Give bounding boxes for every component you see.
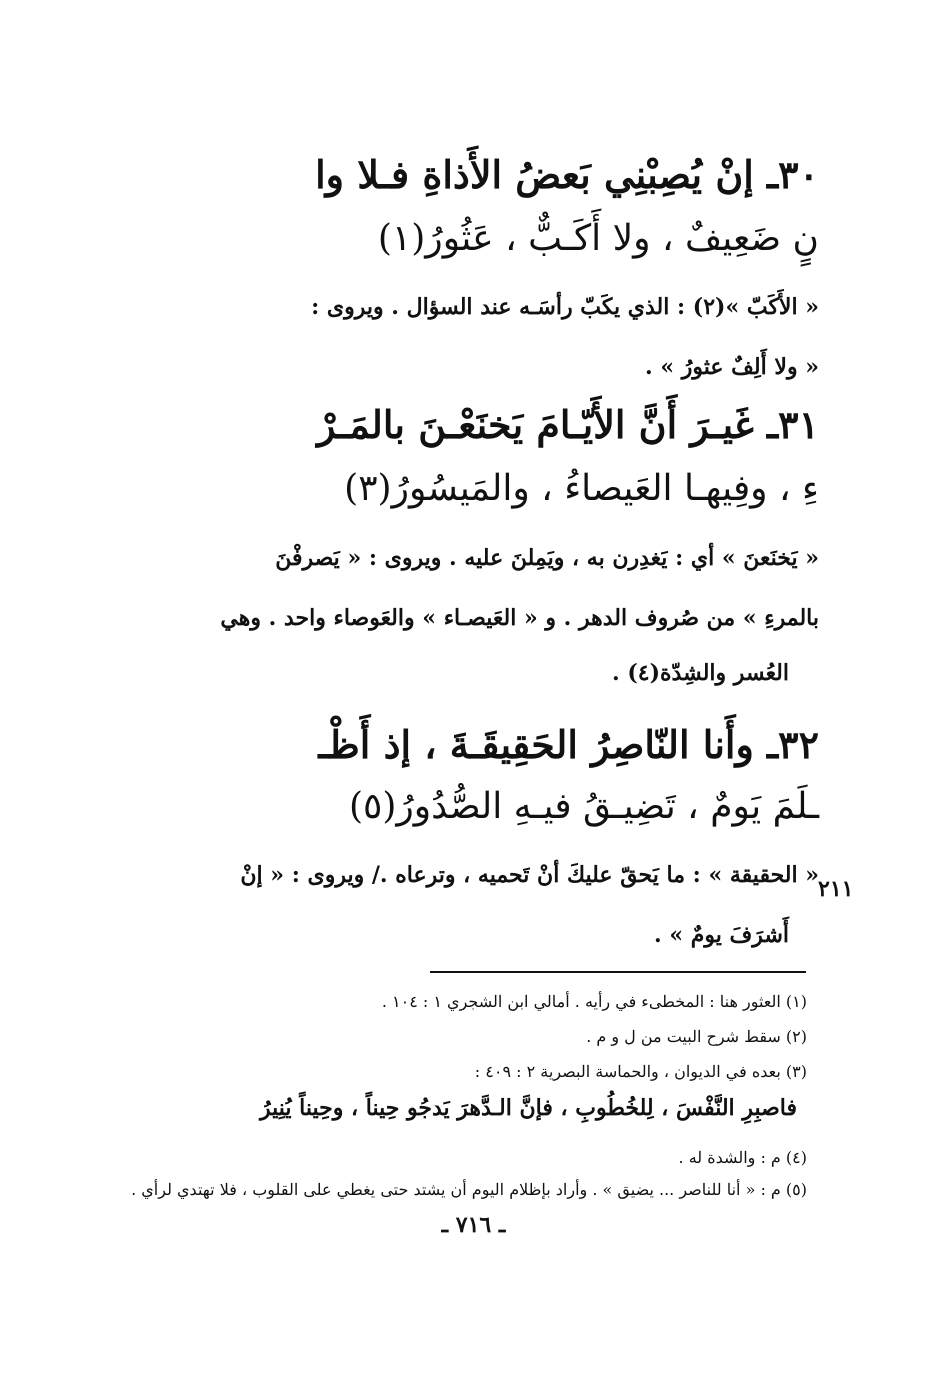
commentary-32-line-1: « الحقيقة » : ما يَحقّ عليكَ أنْ تَحميه ، وترعاه ./ ويروى : « إنْ [240, 862, 819, 888]
verse-32-first-hemistich: ٣٢ـ وأَنا النّاصِرُ الحَقِيقَـةَ ، إذ أَظْـ [318, 722, 819, 767]
footnote-1: (١) العثور هنا : المخطىء في رأيه . أمالي ابن الشجري ١ : ١٠٤ . [381, 992, 807, 1011]
footnote-2: (٢) سقط شرح البيت من ل و م . [586, 1027, 807, 1046]
verse-31-second-hemistich: ءِ ، وفِيهـا العَيصاءُ ، والمَيسُورُ(٣) [344, 468, 819, 509]
verse-32-second-hemistich: ـلَمَ يَومٌ ، تَضِيـقُ فيـهِ الصُّدُورُ(٥) [348, 786, 819, 827]
verse-31-first-hemistich: ٣١ـ غَيـرَ أَنَّ الأَيّـامَ يَخنَعْـنَ بالمَـرْ [317, 402, 819, 447]
margin-folio-number: ٢١١ [818, 876, 854, 902]
page-number: ـ ٧١٦ ـ [441, 1212, 506, 1238]
footnote-separator [430, 971, 806, 973]
commentary-31-line-3: العُسر والشِدّة(٤) . [612, 660, 789, 686]
footnote-4: (٤) م : والشدة له . [678, 1148, 807, 1167]
footnote-3-verse: فاصبِرِ النَّفْسَ ، لِلخُطُوبِ ، فإنَّ الـدَّهرَ يَدجُو حِيناً ، وحِيناً يُنِيرُ [259, 1095, 797, 1121]
commentary-31-line-1: « يَخنَعنَ » أي : يَغدِرن به ، ويَمِلنَ عليه . ويروى : « يَصرفْنَ [275, 545, 819, 571]
verse-30-second-hemistich: نٍ ضَعِيفٌ ، ولا أَكَـبٌّ ، عَثُورُ(١) [377, 218, 819, 259]
commentary-30-line-2: « ولا أَلِفٌ عثورُ » . [645, 354, 819, 380]
commentary-31-line-2: بالمرءِ » من صُروف الدهر . و « العَيصـاء » والعَوصاء واحد . وهي [220, 605, 819, 631]
commentary-30-line-1: « الأَكَبّ »(٢) : الذي يكَبّ رأسَـه عند السؤال . ويروى : [311, 294, 819, 320]
footnote-3: (٣) بعده في الديوان ، والحماسة البصرية ٢ : ٤٠٩ : [474, 1062, 807, 1081]
verse-30-first-hemistich: ٣٠ـ إنْ يُصِبْنِي بَعضُ الأَذاةِ فـلا وا [315, 152, 819, 197]
footnote-5: (٥) م : « أنا للناصر ... يضيق » . وأراد بإظلام اليوم أن يشتد حتى يغطي على القلوب ، فلا تهتدي لرأي . [131, 1180, 807, 1199]
commentary-32-line-2: أَشرَفَ يومٌ » . [654, 922, 789, 948]
